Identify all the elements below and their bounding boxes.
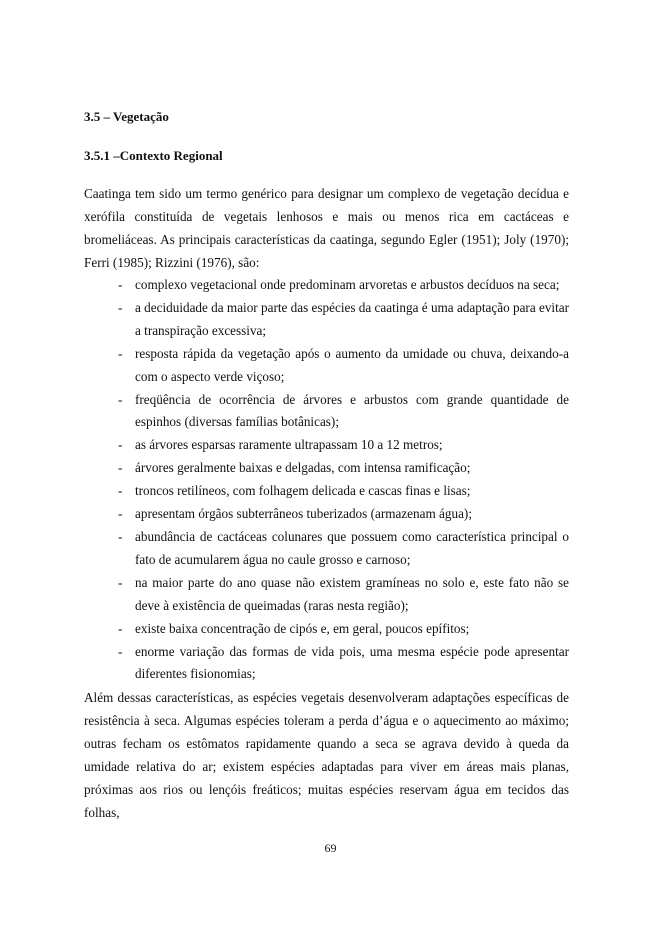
bullet-marker: -: [118, 391, 123, 407]
bullet-marker: -: [118, 574, 123, 590]
list-item-text: as árvores esparsas raramente ultrapassam 10 a 12 metros;: [135, 437, 443, 453]
list-item-text: abundância de cactáceas colunares que possuem como característica principal o fato de acumularem água no caule grosso e carnoso;: [135, 528, 569, 567]
list-item-text: troncos retilíneos, com folhagem delicada e cascas finas e lisas;: [135, 483, 471, 499]
list-item-text: freqüência de ocorrência de árvores e arbustos com grande quantidade de espinhos (diversas famílias botânicas);: [135, 391, 569, 430]
closing-paragraph: Além dessas características, as espécies vegetais desenvolveram adaptações específicas de resistência à seca. Algumas espécies toleram a perda d’água e o aquecimento ao máximo; outras fecham os estômatos rapidamente quando a seca se agrava devido à queda da umidade relativa do ar; existem espécies adaptadas para viver em áreas mais planas, próximas aos rios ou lençóis freáticos; muitas espécies reservam água em tecidos das folhas,: [84, 690, 569, 820]
list-item: [84, 343, 569, 389]
list-item: [84, 457, 569, 480]
list-item-text: resposta rápida da vegetação após o aumento da umidade ou chuva, deixando-a com o aspecto verde viçoso;: [135, 345, 569, 384]
bullet-marker: -: [118, 483, 123, 499]
list-item-text: a deciduidade da maior parte das espécies da caatinga é uma adaptação para evitar a transpiração excessiva;: [135, 299, 569, 338]
subsection-heading: 3.5.1 –Contexto Regional: [84, 148, 223, 163]
list-item-text: apresentam órgãos subterrâneos tuberizados (armazenam água);: [135, 506, 472, 522]
bullet-marker: -: [118, 528, 123, 544]
bullet-marker: -: [118, 620, 123, 636]
list-item: [84, 572, 569, 618]
list-item-text: complexo vegetacional onde predominam arvoretas e arbustos decíduos na seca;: [135, 277, 560, 292]
list-item-text: existe baixa concentração de cipós e, em geral, poucos epífitos;: [135, 620, 470, 636]
list-item: [84, 274, 569, 297]
bullet-marker: -: [118, 299, 123, 315]
list-item: [84, 526, 569, 572]
list-item: [84, 641, 569, 687]
list-item-text: árvores geralmente baixas e delgadas, com intensa ramificação;: [135, 460, 471, 476]
section-heading: 3.5 – Vegetação: [84, 109, 169, 124]
list-item: [84, 297, 569, 343]
list-item: [84, 389, 569, 435]
list-item: [84, 503, 569, 526]
list-item: [84, 434, 569, 457]
list-item-text: enorme variação das formas de vida pois, uma mesma espécie pode apresentar diferentes fisionomias;: [135, 643, 569, 682]
bullet-marker: -: [118, 460, 123, 476]
list-item: [84, 480, 569, 503]
list-item: [84, 618, 569, 641]
characteristics-list: [84, 274, 569, 686]
intro-paragraph: Caatinga tem sido um termo genérico para designar um complexo de vegetação decídua e xerófila constituída de vegetais lenhosos e mais ou menos rica em cactáceas e bromeliáceas. As principais características da caatinga, segundo Egler (1951); Joly (1970); Ferri (1985); Rizzini (1976), são:: [84, 186, 569, 270]
page-number: 69: [324, 841, 337, 855]
bullet-marker: -: [118, 437, 123, 453]
bullet-marker: -: [118, 643, 123, 659]
bullet-marker: -: [118, 506, 123, 522]
list-item-text: na maior parte do ano quase não existem gramíneas no solo e, este fato não se deve à existência de queimadas (raras nesta região);: [135, 574, 569, 613]
bullet-marker: -: [118, 277, 123, 292]
bullet-marker: -: [118, 345, 123, 361]
